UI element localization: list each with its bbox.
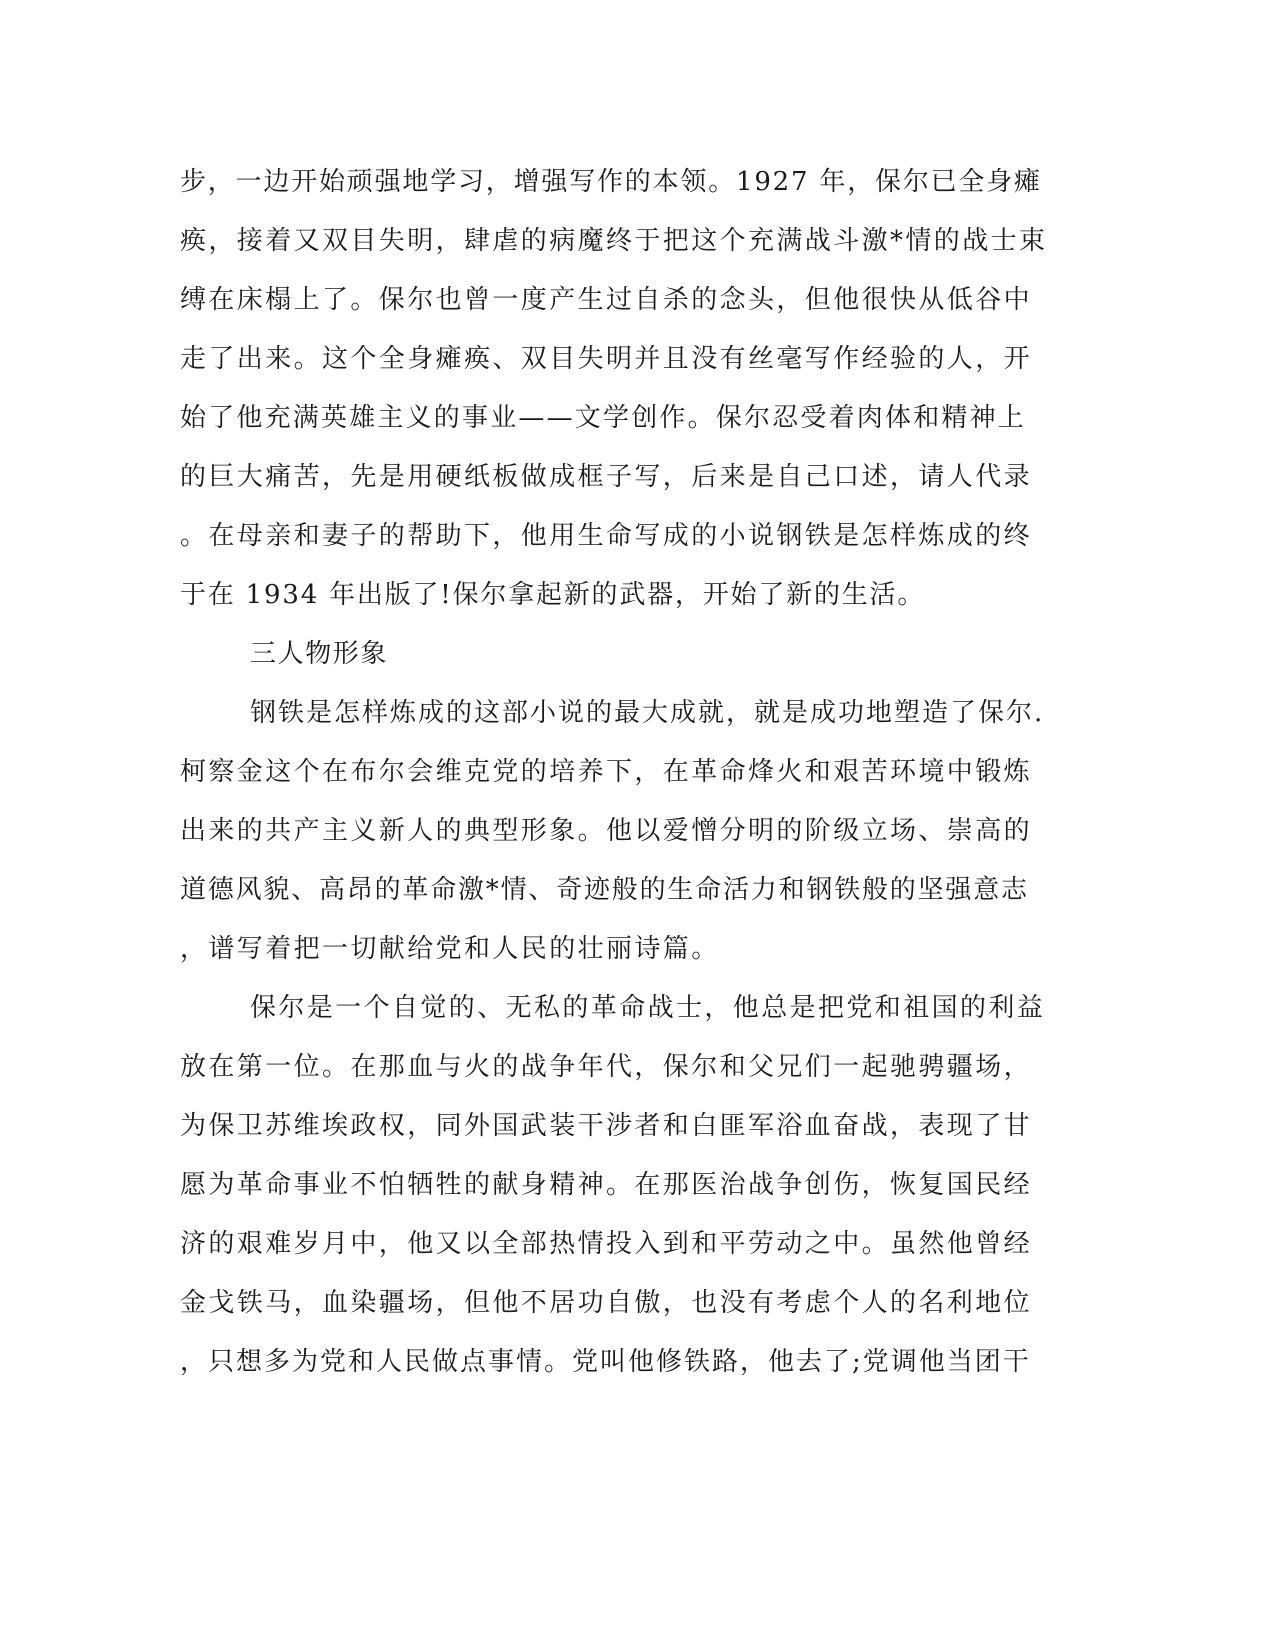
body-text-line: 。在母亲和妻子的帮助下，他用生命写成的小说钢铁是怎样炼成的终 [180,521,1033,551]
body-text-line: ，谱写着把一切献给党和人民的壮丽诗篇。 [180,934,720,964]
body-text-line: 济的艰难岁月中，他又以全部热情投入到和平劳动之中。虽然他曾经 [180,1229,1033,1259]
body-text-line: 钢铁是怎样炼成的这部小说的最大成就，就是成功地塑造了保尔. [250,698,1045,728]
body-text-line: 缚在床榻上了。保尔也曾一度产生过自杀的念头，但他很快从低谷中 [180,285,1033,315]
body-text-line: 保尔是一个自觉的、无私的革命战士，他总是把党和祖国的利益 [250,993,1046,1023]
body-text-line: 愿为革命事业不怕牺牲的献身精神。在那医治战争创伤，恢复国民经 [180,1170,1033,1200]
body-text-line: 柯察金这个在布尔会维克党的培养下，在革命烽火和艰苦环境中锻炼 [180,757,1033,787]
body-text-line: 金戈铁马，血染疆场，但他不居功自傲，也没有考虑个人的名利地位 [180,1288,1033,1318]
body-text-line: 走了出来。这个全身瘫痪、双目失明并且没有丝毫写作经验的人，开 [180,344,1033,374]
body-text-line: 出来的共产主义新人的典型形象。他以爱憎分明的阶级立场、崇高的 [180,816,1033,846]
body-text-line: 放在第一位。在那血与火的战争年代，保尔和父兄们一起驰骋疆场， [180,1052,1033,1082]
body-text-line: 道德风貌、高昂的革命激*情、奇迹般的生命活力和钢铁般的坚强意志 [180,875,1029,905]
body-text-line: 的巨大痛苦，先是用硬纸板做成框子写，后来是自己口述，请人代录 [180,462,1033,492]
body-text-line: 始了他充满英雄主义的事业——文学创作。保尔忍受着肉体和精神上 [180,403,1027,433]
body-text-line: ，只想多为党和人民做点事情。党叫他修铁路，他去了;党调他当团干 [180,1347,1031,1377]
body-text-line: 于在 1934 年出版了!保尔拿起新的武器，开始了新的生活。 [180,580,926,610]
body-text-line: 为保卫苏维埃政权，同外国武装干涉者和白匪军浴血奋战，表现了甘 [180,1111,1033,1141]
section-heading: 三人物形象 [250,639,389,669]
body-text-line: 步，一边开始顽强地学习，增强写作的本领。1927 年，保尔已全身瘫 [180,167,1042,197]
body-text-line: 痪，接着又双目失明，肆虐的病魔终于把这个充满战斗激*情的战士束 [180,226,1048,256]
